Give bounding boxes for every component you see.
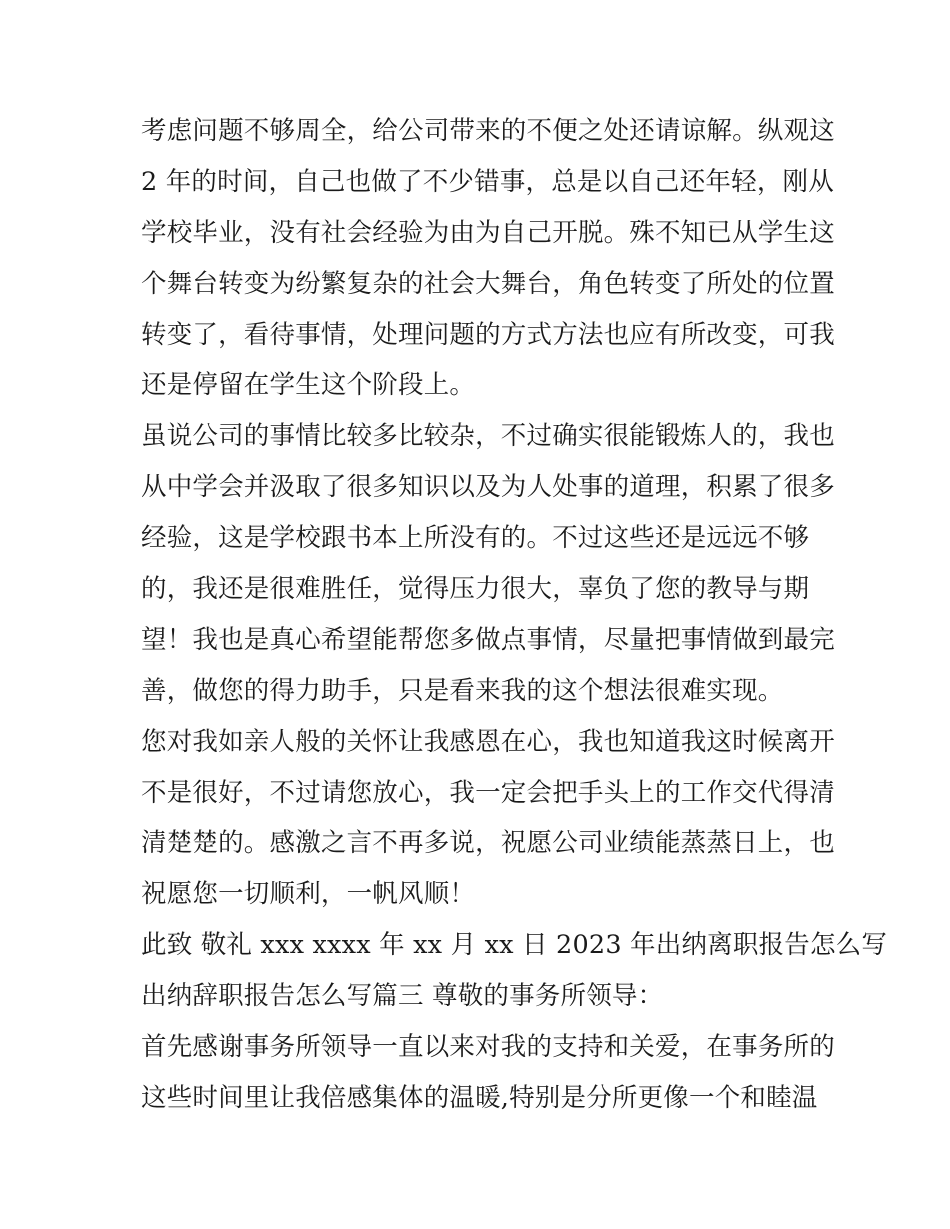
text-line: 善，做您的得力助手，只是看来我的这个想法很难实现。 (141, 675, 784, 706)
text-line: 首先感谢事务所领导一直以来对我的支持和关爱，在事务所的 (141, 1032, 835, 1063)
text-line: 清楚楚的。感激之言不再多说，祝愿公司业绩能蒸蒸日上，也 (141, 828, 835, 859)
text-line: 还是停留在学生这个阶段上。 (141, 370, 476, 401)
text-line: 祝愿您一切顺利，一帆风顺！ (141, 879, 476, 910)
text-line: 2 年的时间，自己也做了不少错事，总是以自己还年轻，刚从 (141, 166, 834, 197)
text-line: 考虑问题不够周全，给公司带来的不便之处还请谅解。纵观这 (141, 116, 835, 146)
text-line: 个舞台转变为纷繁复杂的社会大舞台，角色转变了所处的位置 (141, 268, 835, 299)
text-line: 您对我如亲人般的关怀让我感恩在心，我也知道我这时候离开 (141, 726, 835, 757)
document-body (141, 106, 888, 1124)
text-line: 的，我还是很难胜任，觉得压力很大，辜负了您的教导与期 (141, 574, 810, 605)
text-line: 从中学会并汲取了很多知识以及为人处事的道理，积累了很多 (141, 472, 835, 503)
text-line: 转变了，看待事情，处理问题的方式方法也应有所改变，可我 (141, 319, 835, 350)
text-line: 不是很好，不过请您放心，我一定会把手头上的工作交代得清 (141, 777, 835, 808)
text-line: 学校毕业，没有社会经验为由为自己开脱。殊不知已从学生这 (141, 217, 835, 248)
text-line: 此致 敬礼 xxx xxxx 年 xx 月 xx 日 2023 年出纳离职报告怎么写 (141, 930, 888, 961)
text-line: 虽说公司的事情比较多比较杂，不过确实很能锻炼人的，我也 (141, 421, 835, 452)
text-line: 经验，这是学校跟书本上所没有的。不过这些还是远远不够 (141, 523, 810, 554)
text-line: 望！我也是真心希望能帮您多做点事情，尽量把事情做到最完 (141, 624, 835, 655)
text-line: 这些时间里让我倍感集体的温暖,特别是分所更像一个和睦温 (141, 1082, 818, 1113)
text-line: 出纳辞职报告怎么写篇三 尊敬的事务所领导： (141, 981, 664, 1012)
